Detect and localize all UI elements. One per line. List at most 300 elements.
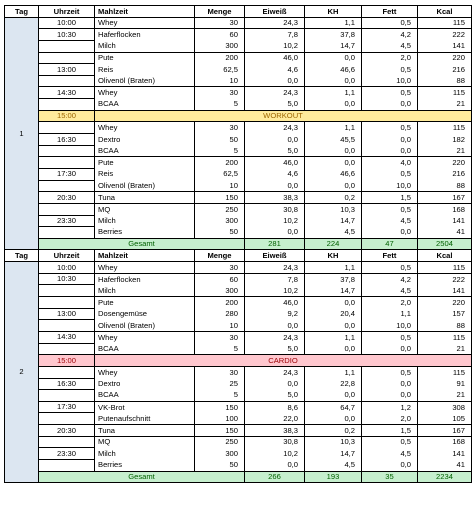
carbs: 46,6 [305,64,362,76]
amount: 5 [195,343,245,355]
session-time: 23:30 [39,448,95,460]
amount: 200 [195,297,245,309]
table-row [5,378,472,390]
amount: 250 [195,203,245,215]
fat: 1,1 [362,308,418,320]
amount: 5 [195,145,245,157]
kcal: 141 [418,285,472,297]
table-row [5,99,472,111]
meal-name: Pute [95,297,195,309]
fat: 2,0 [362,52,418,64]
fat: 4,5 [362,40,418,52]
fat: 0,0 [362,390,418,402]
total-protein: 281 [245,238,305,250]
protein: 5,0 [245,390,305,402]
table-row [5,366,472,378]
fat: 0,5 [362,122,418,134]
meal-name: Milch [95,215,195,227]
table-row [5,308,472,320]
total-kcal: 2504 [418,238,472,250]
fat: 4,0 [362,157,418,169]
session-time: 17:30 [39,168,95,180]
protein: 38,3 [245,425,305,437]
fat: 0,5 [362,366,418,378]
header-row [5,250,472,262]
activity-label: WORKOUT [95,110,472,122]
session-time: 15:00 [39,110,95,122]
day-label: 2 [5,262,39,483]
table-row [5,390,472,402]
session-time: 20:30 [39,425,95,437]
carbs: 14,7 [305,285,362,297]
kcal: 168 [418,436,472,448]
meal-name: Whey [95,87,195,99]
amount: 30 [195,366,245,378]
header-menge: Menge [195,250,245,262]
session-time: 13:00 [39,308,95,320]
total-kcal: 2234 [418,471,472,483]
carbs: 0,0 [305,157,362,169]
kcal: 41 [418,227,472,239]
table-row [5,87,472,99]
amount: 5 [195,99,245,111]
carbs: 14,7 [305,448,362,460]
session-time: 15:00 [39,355,95,367]
carbs: 20,4 [305,308,362,320]
carbs: 0,2 [305,192,362,204]
protein: 0,0 [245,320,305,332]
session-time [39,145,95,157]
kcal: 216 [418,168,472,180]
amount: 300 [195,448,245,460]
table-row [5,401,472,413]
protein: 9,2 [245,308,305,320]
amount: 200 [195,52,245,64]
session-time [39,75,95,87]
kcal: 21 [418,99,472,111]
session-time [39,227,95,239]
amount: 30 [195,122,245,134]
carbs: 0,0 [305,413,362,425]
table-row [5,134,472,146]
session-time: 10:30 [39,29,95,41]
protein: 5,0 [245,99,305,111]
kcal: 157 [418,308,472,320]
table-row [5,122,472,134]
header-kcal: Kcal [418,6,472,18]
session-time: 17:30 [39,401,95,413]
table-row [5,75,472,87]
header-kh: KH [305,250,362,262]
meal-name: Dextro [95,378,195,390]
session-time: 10:00 [39,17,95,29]
total-label: Gesamt [39,471,245,483]
carbs: 0,0 [305,180,362,192]
amount: 60 [195,273,245,285]
table-row [5,192,472,204]
fat: 2,0 [362,413,418,425]
total-fat: 35 [362,471,418,483]
protein: 0,0 [245,180,305,192]
fat: 10,0 [362,320,418,332]
fat: 0,5 [362,331,418,343]
kcal: 168 [418,203,472,215]
header-eiweiss: Eiweiß [245,6,305,18]
header-eiweiss: Eiweiß [245,250,305,262]
session-time: 10:30 [39,273,95,285]
carbs: 0,2 [305,425,362,437]
table-row [5,203,472,215]
table-row [5,413,472,425]
carbs: 4,5 [305,459,362,471]
header-menge: Menge [195,6,245,18]
meal-name: BCAA [95,390,195,402]
protein: 0,0 [245,75,305,87]
protein: 24,3 [245,122,305,134]
carbs: 1,1 [305,331,362,343]
carbs: 0,0 [305,390,362,402]
amount: 150 [195,425,245,437]
amount: 200 [195,157,245,169]
total-label: Gesamt [39,238,245,250]
amount: 300 [195,285,245,297]
carbs: 14,7 [305,40,362,52]
carbs: 46,6 [305,168,362,180]
kcal: 141 [418,448,472,460]
kcal: 115 [418,331,472,343]
kcal: 182 [418,134,472,146]
amount: 50 [195,134,245,146]
table-row [5,436,472,448]
meal-name: Berries [95,227,195,239]
fat: 0,0 [362,227,418,239]
kcal: 105 [418,413,472,425]
amount: 60 [195,29,245,41]
total-row [5,471,472,483]
amount: 30 [195,262,245,274]
total-fat: 47 [362,238,418,250]
carbs: 0,0 [305,145,362,157]
protein: 4,6 [245,168,305,180]
kcal: 220 [418,52,472,64]
protein: 38,3 [245,192,305,204]
carbs: 0,0 [305,297,362,309]
meal-name: Haferflocken [95,273,195,285]
total-protein: 266 [245,471,305,483]
table-row [5,168,472,180]
amount: 10 [195,180,245,192]
kcal: 115 [418,262,472,274]
meal-name: Dextro [95,134,195,146]
fat: 0,5 [362,262,418,274]
protein: 30,8 [245,436,305,448]
amount: 62,5 [195,168,245,180]
kcal: 220 [418,157,472,169]
cardio-row [5,355,472,367]
kcal: 41 [418,459,472,471]
kcal: 216 [418,64,472,76]
meal-name: BCAA [95,145,195,157]
carbs: 1,1 [305,17,362,29]
meal-name: MQ [95,203,195,215]
table-row [5,331,472,343]
session-time: 14:30 [39,331,95,343]
session-time: 23:30 [39,215,95,227]
session-time [39,40,95,52]
session-time [39,297,95,309]
meal-name: Whey [95,17,195,29]
meal-name: BCAA [95,99,195,111]
table-row [5,425,472,437]
carbs: 45,5 [305,134,362,146]
kcal: 21 [418,145,472,157]
fat: 4,5 [362,448,418,460]
carbs: 37,8 [305,273,362,285]
header-tag: Tag [5,6,39,18]
protein: 8,6 [245,401,305,413]
amount: 30 [195,87,245,99]
session-time: 14:30 [39,87,95,99]
session-time [39,343,95,355]
kcal: 308 [418,401,472,413]
header-mahlzeit: Mahlzeit [95,6,195,18]
protein: 7,8 [245,273,305,285]
table-row [5,297,472,309]
header-uhrzeit: Uhrzeit [39,250,95,262]
amount: 300 [195,215,245,227]
header-tag: Tag [5,250,39,262]
protein: 46,0 [245,52,305,64]
protein: 5,0 [245,145,305,157]
session-time [39,436,95,448]
kcal: 115 [418,122,472,134]
carbs: 1,1 [305,262,362,274]
protein: 0,0 [245,378,305,390]
meal-name: Milch [95,40,195,52]
header-kcal: Kcal [418,250,472,262]
session-time [39,413,95,425]
amount: 30 [195,17,245,29]
carbs: 14,7 [305,215,362,227]
table-row [5,285,472,297]
protein: 7,8 [245,29,305,41]
total-carbs: 193 [305,471,362,483]
fat: 1,5 [362,192,418,204]
header-mahlzeit: Mahlzeit [95,250,195,262]
fat: 0,0 [362,145,418,157]
fat: 0,5 [362,168,418,180]
table-row [5,215,472,227]
carbs: 4,5 [305,227,362,239]
table-row [5,459,472,471]
session-time [39,390,95,402]
amount: 62,5 [195,64,245,76]
carbs: 0,0 [305,75,362,87]
carbs: 0,0 [305,99,362,111]
fat: 0,5 [362,87,418,99]
carbs: 0,0 [305,320,362,332]
workout-row [5,110,472,122]
session-time: 10:00 [39,262,95,274]
fat: 10,0 [362,75,418,87]
table-row [5,180,472,192]
protein: 24,3 [245,87,305,99]
meal-name: Pute [95,157,195,169]
meal-name: Pute [95,52,195,64]
protein: 24,3 [245,366,305,378]
meal-name: Tuna [95,192,195,204]
meal-name: Olivenöl (Braten) [95,180,195,192]
fat: 2,0 [362,297,418,309]
kcal: 88 [418,320,472,332]
amount: 100 [195,413,245,425]
meal-name: BCAA [95,343,195,355]
protein: 0,0 [245,459,305,471]
fat: 0,0 [362,459,418,471]
amount: 300 [195,40,245,52]
fat: 0,5 [362,64,418,76]
carbs: 0,0 [305,52,362,64]
fat: 0,0 [362,343,418,355]
protein: 5,0 [245,343,305,355]
session-time [39,285,95,297]
session-time [39,203,95,215]
protein: 24,3 [245,262,305,274]
carbs: 0,0 [305,343,362,355]
carbs: 10,3 [305,203,362,215]
kcal: 167 [418,192,472,204]
kcal: 88 [418,180,472,192]
protein: 0,0 [245,227,305,239]
amount: 280 [195,308,245,320]
meal-name: Whey [95,262,195,274]
table-row [5,227,472,239]
carbs: 64,7 [305,401,362,413]
kcal: 21 [418,390,472,402]
protein: 0,0 [245,134,305,146]
table-row [5,157,472,169]
meal-name: Berries [95,459,195,471]
session-time [39,320,95,332]
meal-plan-table [4,5,472,483]
carbs: 10,3 [305,436,362,448]
amount: 150 [195,401,245,413]
session-time: 16:30 [39,378,95,390]
kcal: 167 [418,425,472,437]
protein: 30,8 [245,203,305,215]
session-time [39,157,95,169]
session-time: 13:00 [39,64,95,76]
protein: 10,2 [245,448,305,460]
amount: 25 [195,378,245,390]
meal-name: VK-Brot [95,401,195,413]
fat: 0,5 [362,203,418,215]
meal-name: Olivenöl (Braten) [95,320,195,332]
table-row [5,145,472,157]
amount: 250 [195,436,245,448]
fat: 0,0 [362,134,418,146]
kcal: 222 [418,273,472,285]
fat: 0,5 [362,17,418,29]
table-row [5,40,472,52]
amount: 50 [195,459,245,471]
carbs: 1,1 [305,122,362,134]
protein: 10,2 [245,285,305,297]
amount: 5 [195,390,245,402]
fat: 0,0 [362,99,418,111]
amount: 50 [195,227,245,239]
kcal: 141 [418,40,472,52]
kcal: 222 [418,29,472,41]
table-row [5,64,472,76]
session-time: 20:30 [39,192,95,204]
table-row [5,17,472,29]
session-time [39,99,95,111]
table-row [5,262,472,274]
amount: 150 [195,192,245,204]
protein: 10,2 [245,40,305,52]
meal-name: Dosengemüse [95,308,195,320]
fat: 4,5 [362,215,418,227]
session-time [39,366,95,378]
protein: 24,3 [245,17,305,29]
activity-label: CARDIO [95,355,472,367]
protein: 22,0 [245,413,305,425]
meal-name: Milch [95,285,195,297]
fat: 4,2 [362,29,418,41]
carbs: 22,8 [305,378,362,390]
meal-name: Tuna [95,425,195,437]
protein: 4,6 [245,64,305,76]
fat: 0,0 [362,378,418,390]
fat: 10,0 [362,180,418,192]
kcal: 115 [418,87,472,99]
carbs: 1,1 [305,87,362,99]
table-row [5,320,472,332]
total-row [5,238,472,250]
protein: 46,0 [245,157,305,169]
kcal: 91 [418,378,472,390]
day-label: 1 [5,17,39,250]
meal-name: Olivenöl (Braten) [95,75,195,87]
fat: 1,2 [362,401,418,413]
kcal: 115 [418,17,472,29]
kcal: 220 [418,297,472,309]
protein: 46,0 [245,297,305,309]
table-row [5,343,472,355]
total-carbs: 224 [305,238,362,250]
fat: 1,5 [362,425,418,437]
session-time: 16:30 [39,134,95,146]
meal-name: Haferflocken [95,29,195,41]
kcal: 88 [418,75,472,87]
session-time [39,180,95,192]
meal-name: Putenaufschnitt [95,413,195,425]
kcal: 21 [418,343,472,355]
fat: 0,5 [362,436,418,448]
table-row [5,448,472,460]
carbs: 1,1 [305,366,362,378]
protein: 24,3 [245,331,305,343]
kcal: 141 [418,215,472,227]
meal-name: Whey [95,122,195,134]
header-fett: Fett [362,6,418,18]
table-row [5,52,472,64]
meal-name: Reis [95,168,195,180]
table-row [5,29,472,41]
amount: 10 [195,320,245,332]
header-fett: Fett [362,250,418,262]
